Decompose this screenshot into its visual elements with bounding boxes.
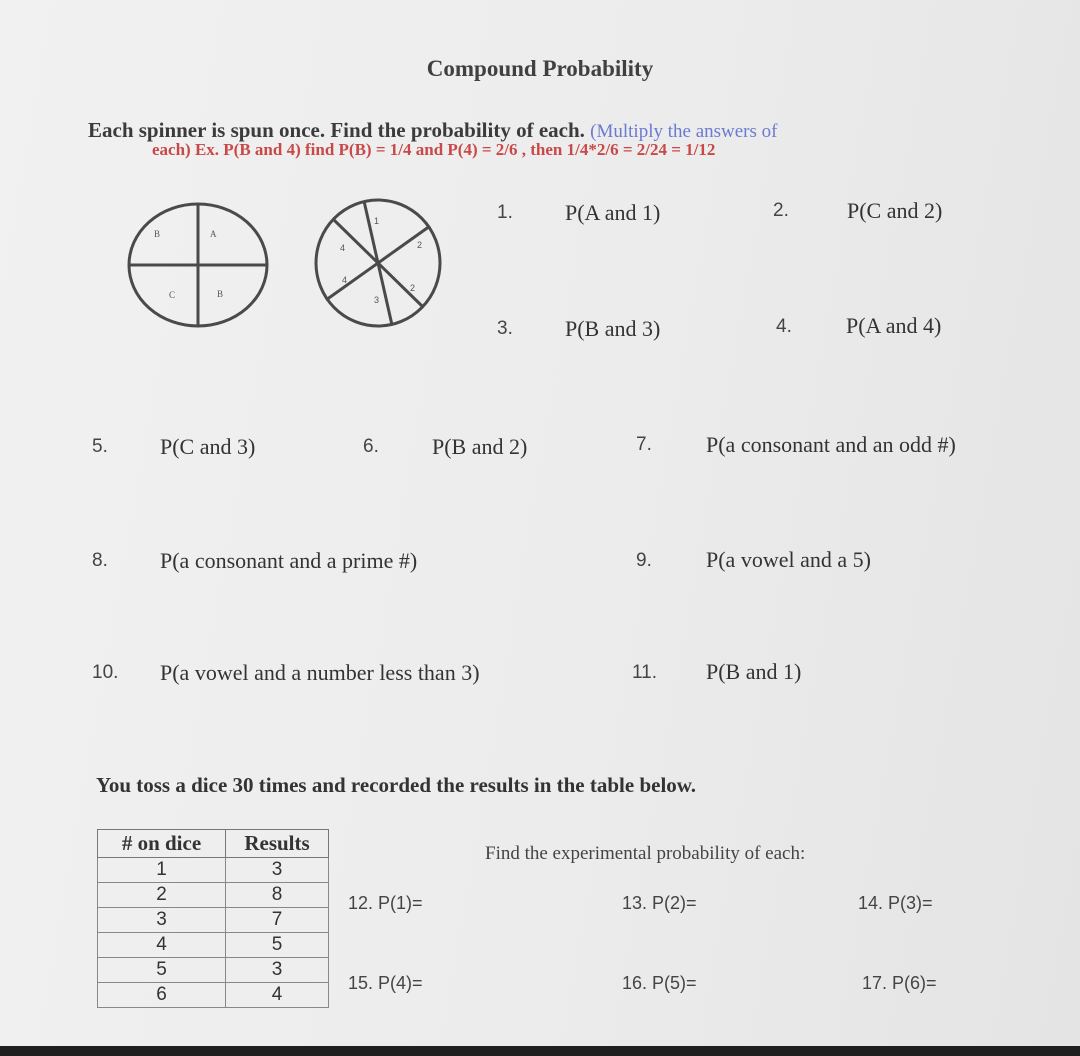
dice-find-text: Find the experimental probability of each: bbox=[485, 843, 806, 864]
table-header-row bbox=[98, 830, 329, 858]
table-row bbox=[98, 958, 329, 983]
instructions-hint-blue: (Multiply the answers of bbox=[590, 121, 778, 142]
problem-4-number: 4. bbox=[776, 316, 792, 337]
spinner-letter-b-bottom: B bbox=[217, 289, 224, 299]
problem-2-number: 2. bbox=[773, 200, 789, 221]
header-number-on-dice: # on dice bbox=[98, 830, 226, 858]
result-cell: 7 bbox=[226, 908, 329, 933]
question-17: 17. P(6)= bbox=[862, 973, 937, 993]
result-cell: 5 bbox=[226, 933, 329, 958]
problem-11-text: P(B and 1) bbox=[706, 659, 802, 684]
table-row bbox=[98, 933, 329, 958]
dice-number-cell: 4 bbox=[98, 933, 226, 958]
spinner-number-4-lower: 4 bbox=[342, 275, 348, 285]
spinner-number-2-bottom: 2 bbox=[410, 283, 416, 293]
result-cell: 8 bbox=[226, 883, 329, 908]
dice-results-table bbox=[97, 829, 329, 1008]
spinner-number-2-top: 2 bbox=[417, 240, 423, 250]
question-16: 16. P(5)= bbox=[622, 973, 697, 993]
spinner-number-1: 1 bbox=[374, 216, 380, 226]
table-row bbox=[98, 908, 329, 933]
dice-statement: You toss a dice 30 times and recorded the results in the table below. bbox=[96, 773, 697, 797]
question-15: 15. P(4)= bbox=[348, 973, 423, 993]
dice-number-cell: 3 bbox=[98, 908, 226, 933]
letter-spinner bbox=[118, 195, 278, 335]
table-row bbox=[98, 858, 329, 883]
dice-number-cell: 1 bbox=[98, 858, 226, 883]
problem-2-text: P(C and 2) bbox=[847, 198, 943, 223]
instructions-hint-red: each) Ex. P(B and 4) find P(B) = 1/4 and P(4) = 2/6 , then 1/4*2/6 = 2/24 = 1/12 bbox=[152, 140, 716, 159]
problem-9-text: P(a vowel and a 5) bbox=[706, 547, 871, 572]
spinner-letter-c: C bbox=[169, 290, 176, 300]
table-row bbox=[98, 983, 329, 1008]
problem-9-number: 9. bbox=[636, 550, 652, 571]
problem-1-number: 1. bbox=[497, 202, 513, 223]
spinner-number-4-left: 4 bbox=[340, 243, 346, 253]
question-13: 13. P(2)= bbox=[622, 893, 697, 913]
problem-11-number: 11. bbox=[632, 662, 658, 683]
dice-number-cell: 2 bbox=[98, 883, 226, 908]
problem-5-number: 5. bbox=[92, 436, 108, 457]
bottom-edge-bar bbox=[0, 1046, 1080, 1056]
number-spinner bbox=[308, 188, 448, 338]
page-title: Compound Probability bbox=[426, 56, 654, 81]
dice-number-cell: 5 bbox=[98, 958, 226, 983]
problem-1-text: P(A and 1) bbox=[565, 200, 661, 225]
spinner-letter-a: A bbox=[210, 229, 217, 239]
problem-8-text: P(a consonant and a prime #) bbox=[160, 548, 418, 573]
instructions-main: Each spinner is spun once. Find the probability of each. bbox=[88, 118, 585, 142]
header-results: Results bbox=[226, 830, 329, 858]
problem-10-number: 10. bbox=[92, 662, 119, 683]
problem-10-text: P(a vowel and a number less than 3) bbox=[160, 660, 480, 685]
question-12: 12. P(1)= bbox=[348, 893, 423, 913]
result-cell: 3 bbox=[226, 958, 329, 983]
problem-3-text: P(B and 3) bbox=[565, 316, 661, 341]
spinner-letter-b-top: B bbox=[154, 229, 161, 239]
problem-3-number: 3. bbox=[497, 318, 513, 339]
dice-number-cell: 6 bbox=[98, 983, 226, 1008]
problem-6-number: 6. bbox=[363, 436, 379, 457]
result-cell: 3 bbox=[226, 858, 329, 883]
problem-7-number: 7. bbox=[636, 434, 652, 455]
table-row bbox=[98, 883, 329, 908]
result-cell: 4 bbox=[226, 983, 329, 1008]
spinner-number-3: 3 bbox=[374, 295, 380, 305]
problem-7-text: P(a consonant and an odd #) bbox=[706, 432, 956, 457]
problem-5-text: P(C and 3) bbox=[160, 434, 256, 459]
question-14: 14. P(3)= bbox=[858, 893, 933, 913]
problem-4-text: P(A and 4) bbox=[846, 313, 942, 338]
problem-8-number: 8. bbox=[92, 550, 108, 571]
problem-6-text: P(B and 2) bbox=[432, 434, 528, 459]
